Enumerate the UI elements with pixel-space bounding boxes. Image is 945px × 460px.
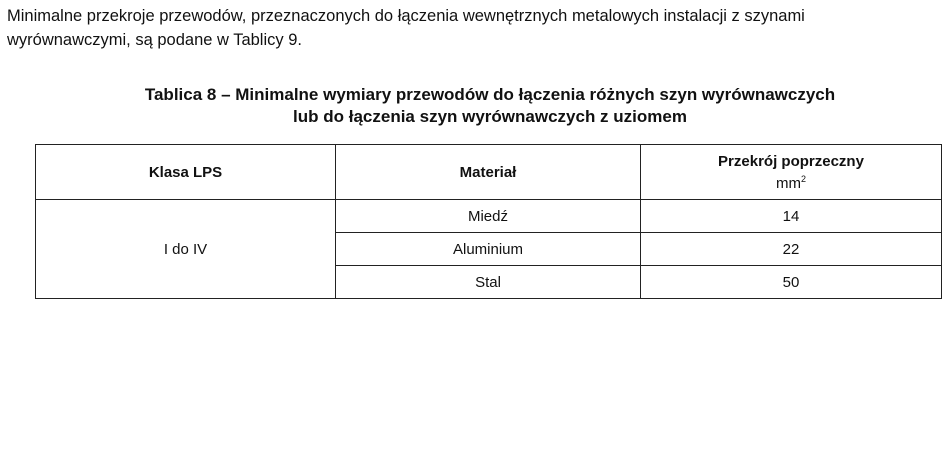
cell-material: Miedź	[336, 200, 641, 233]
header-unit-base: mm	[775, 174, 801, 192]
intro-line-2: wyrównawczymi, są podane w Tablicy 9.	[7, 31, 302, 49]
table-caption-line-2: lub do łączenia szyn wyrównawczych z uziomem	[293, 107, 687, 126]
cell-przekroj: 50	[641, 266, 942, 299]
cell-przekroj: 14	[641, 200, 942, 233]
header-unit-exponent: 2	[800, 173, 806, 184]
table-header-row	[36, 145, 942, 200]
table-caption-line-1: Tablica 8 – Minimalne wymiary przewodów do łączenia różnych szyn wyrównawczych	[144, 85, 836, 104]
header-material: Materiał	[336, 145, 641, 200]
cell-przekroj: 22	[641, 233, 942, 266]
header-przekroj-label: Przekrój poprzeczny	[718, 152, 864, 170]
intro-paragraph	[7, 4, 945, 52]
table-caption	[0, 84, 945, 128]
table-row	[36, 200, 942, 233]
intro-line-1: Minimalne przekroje przewodów, przeznaczonych do łączenia wewnętrznych metalowych instalacji z szynami	[7, 7, 805, 25]
cell-klasa-value: I do IV	[36, 200, 336, 299]
cell-material: Aluminium	[336, 233, 641, 266]
header-unit	[641, 171, 941, 192]
cell-material: Stal	[336, 266, 641, 299]
header-klasa-lps: Klasa LPS	[36, 145, 336, 200]
header-przekroj	[641, 145, 942, 200]
conductor-dimensions-table	[35, 144, 942, 299]
